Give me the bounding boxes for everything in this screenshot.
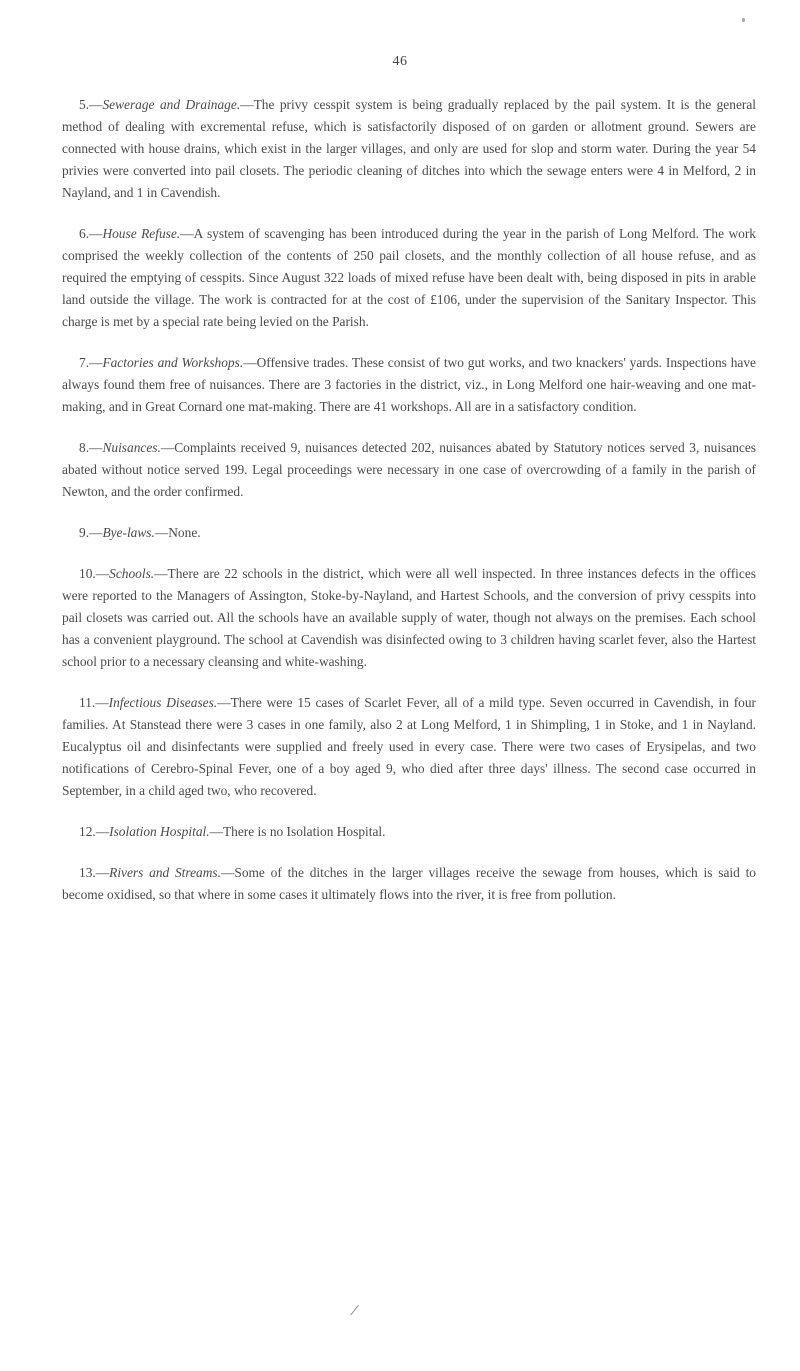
section-text: None. xyxy=(168,525,201,540)
dash: — xyxy=(217,695,231,710)
section-number: 13. xyxy=(79,865,96,880)
dash: — xyxy=(154,525,169,540)
dash: — xyxy=(89,226,103,241)
section-title: Sewerage and Drainage. xyxy=(102,97,241,112)
section-isolation-hospital xyxy=(62,821,756,843)
section-title: Factories and Workshops. xyxy=(102,355,244,370)
section-text: There are 22 schools in the district, which were all well inspected. In three instances defects in the offices were reported to the Managers of Assington, Stoke-by-Nayland, and Hartest Schools, and the conversion of privy cesspits into pail closets was carried out. All the schools have an available supply of water, though not always on the premises. Each school has a convenient playground. The school at Cavendish was disinfected owing to 3 children having scarlet fever, also the Hartest school prior to a necessary cleansing and white-washing. xyxy=(62,566,756,669)
section-text: Some of the ditches in the larger villages receive the sewage from houses, which is said to become oxidised, so that where in some cases it ultimately flows into the river, it is free from pollution. xyxy=(62,865,756,902)
section-factories-workshops xyxy=(62,352,756,418)
dash: — xyxy=(154,566,168,581)
dash: — xyxy=(89,440,103,455)
section-number: 9. xyxy=(79,525,90,540)
section-title: Bye-laws. xyxy=(102,525,155,540)
section-number: 6. xyxy=(79,226,90,241)
dash: — xyxy=(95,695,109,710)
scan-speck xyxy=(742,18,745,22)
section-infectious-diseases xyxy=(62,692,756,802)
section-house-refuse xyxy=(62,223,756,333)
dash: — xyxy=(180,226,194,241)
section-number: 8. xyxy=(79,440,90,455)
dash: — xyxy=(160,440,175,455)
dash: — xyxy=(89,525,103,540)
section-text: There were 15 cases of Scarlet Fever, all of a mild type. Seven occurred in Cavendish, in four families. At Stanstead there were 3 cases in one family, also 2 at Long Melford, 1 in Shimpling, 1 in Stoke, and 1 in Nayland. Eucalyptus oil and disinfectants were supplied and freely used in every case. There were two cases of Erysipelas, and two notifications of Cerebro-Spinal Fever, one of a boy aged 9, who died after three days' illness. The second case occurred in September, in a child aged two, who recovered. xyxy=(62,695,757,798)
section-text: There is no Isolation Hospital. xyxy=(222,824,386,839)
dash: — xyxy=(95,566,110,581)
dash: — xyxy=(243,355,257,370)
dash: — xyxy=(220,865,235,880)
dash: — xyxy=(89,355,103,370)
section-text: The privy cesspit system is being gradually replaced by the pail system. It is the general method of dealing with excremental refuse, which is satisfactorily disposed of on garden or allotment ground. Sewers are connected with house drains, which exist in the larger villages, and only are used for slop and storm water. During the year 54 privies were converted into pail closets. The periodic cleaning of ditches into which the sewage enters were 4 in Melford, 2 in Nayland, and 1 in Cavendish. xyxy=(62,97,757,200)
section-bye-laws xyxy=(62,522,756,544)
dash: — xyxy=(95,824,110,839)
section-text: A system of scavenging has been introduced during the year in the parish of Long Melford. The work comprised the weekly collection of the contents of 250 pail closets, and the monthly collection of all house refuse, and as required the emptying of cesspits. Since August 322 loads of mixed refuse have been dealt with, being disposed in pits in arable land outside the village. The work is contracted for at the cost of £106, under the supervision of the Sanitary Inspector. This charge is met by a special rate being levied on the Parish. xyxy=(62,226,756,329)
dash: — xyxy=(209,824,223,839)
section-number: 5. xyxy=(79,97,90,112)
section-text: Offensive trades. These consist of two gut works, and two knackers' yards. Inspections have always found them free of nuisances. There are 3 factories in the district, viz., in Long Melford one hair-weaving and one mat-making, and in Great Cornard one mat-making. There are 41 workshops. All are in a satisfactory condition. xyxy=(62,355,756,414)
dash: — xyxy=(95,865,110,880)
section-title: Isolation Hospital. xyxy=(109,824,210,839)
section-title: Rivers and Streams. xyxy=(109,865,221,880)
section-rivers-streams xyxy=(62,862,756,906)
dash: — xyxy=(240,97,254,112)
section-number: 10. xyxy=(79,566,96,581)
section-sewerage-drainage xyxy=(62,94,756,204)
section-title: Infectious Diseases. xyxy=(108,695,218,710)
section-number: 12. xyxy=(79,824,96,839)
section-title: Schools. xyxy=(109,566,155,581)
section-schools xyxy=(62,563,756,673)
pencil-mark: / xyxy=(348,1299,361,1321)
section-text: Complaints received 9, nuisances detected 202, nuisances abated by Statutory notices served 3, nuisances abated without notice served 199. Legal proceedings were necessary in one case of overcrowding of a family in the parish of Newton, and the order confirmed. xyxy=(62,440,756,499)
section-title: House Refuse. xyxy=(102,226,181,241)
section-number: 7. xyxy=(79,355,90,370)
section-number: 11. xyxy=(79,695,96,710)
page-number: 46 xyxy=(392,54,408,69)
dash: — xyxy=(89,97,103,112)
section-nuisances xyxy=(62,437,756,503)
report-body xyxy=(62,94,756,925)
section-title: Nuisances. xyxy=(102,440,161,455)
